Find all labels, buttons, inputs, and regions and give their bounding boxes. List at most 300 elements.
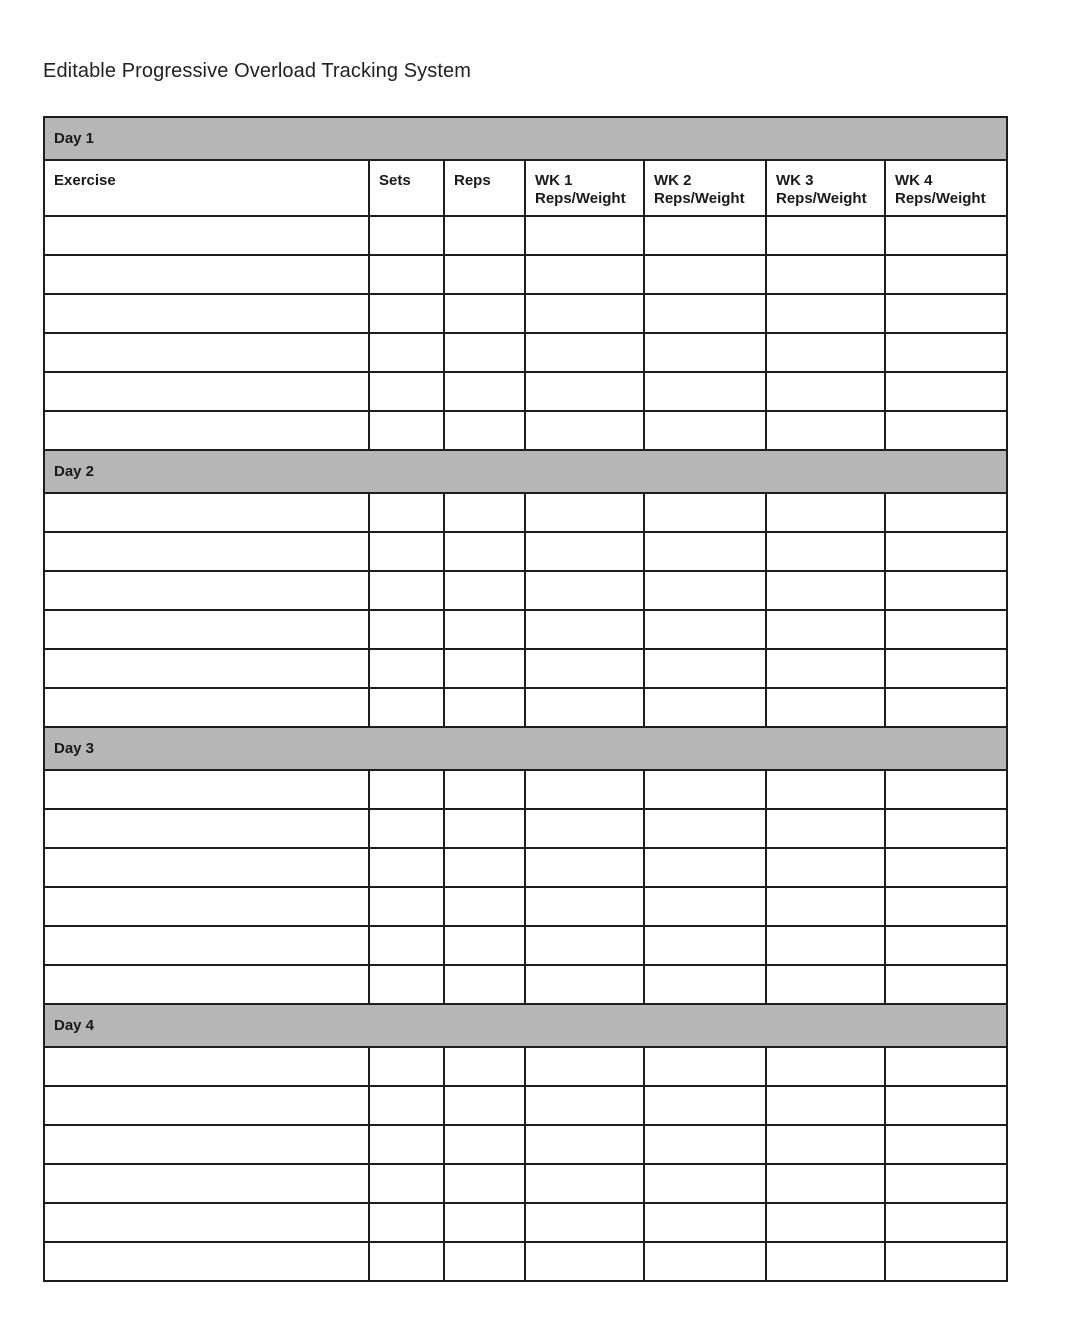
exercise-input[interactable] [45,927,368,964]
sets-input[interactable] [370,334,443,371]
wk3-input[interactable] [767,494,884,531]
table-row [44,571,1007,610]
wk4-input[interactable] [886,650,1006,687]
reps-input[interactable] [445,217,524,254]
sets-cell [369,1203,444,1242]
reps-cell [444,571,525,610]
exercise-input[interactable] [45,849,368,886]
wk1-input[interactable] [526,295,643,332]
wk2-cell [644,1125,766,1164]
wk1-cell [525,571,644,610]
sets-cell [369,532,444,571]
table-row [44,333,1007,372]
table-row [44,1047,1007,1086]
exercise-input[interactable] [45,494,368,531]
sets-cell [369,1086,444,1125]
wk3-cell [766,294,885,333]
table-row [44,532,1007,571]
sets-input[interactable] [370,810,443,847]
sets-input[interactable] [370,295,443,332]
sets-cell [369,887,444,926]
wk2-input[interactable] [645,1243,765,1280]
wk4-input[interactable] [886,689,1006,726]
wk3-input[interactable] [767,217,884,254]
reps-input[interactable] [445,771,524,808]
sets-input[interactable] [370,533,443,570]
wk3-input[interactable] [767,412,884,449]
column-header-reps [444,160,525,216]
exercise-cell [44,770,369,809]
wk3-cell [766,770,885,809]
wk2-input[interactable] [645,373,765,410]
wk3-input[interactable] [767,373,884,410]
exercise-cell [44,493,369,532]
wk2-input[interactable] [645,771,765,808]
wk2-input[interactable] [645,689,765,726]
exercise-cell [44,926,369,965]
wk2-cell [644,770,766,809]
exercise-input[interactable] [45,966,368,1003]
exercise-input[interactable] [45,373,368,410]
wk3-input[interactable] [767,256,884,293]
exercise-cell [44,333,369,372]
table-row [44,848,1007,887]
exercise-input[interactable] [45,689,368,726]
sets-input[interactable] [370,966,443,1003]
table-row [44,294,1007,333]
exercise-cell [44,848,369,887]
wk1-input[interactable] [526,611,643,648]
wk1-input[interactable] [526,572,643,609]
exercise-input[interactable] [45,1126,368,1163]
wk4-cell [885,965,1007,1004]
reps-input[interactable] [445,533,524,570]
wk4-input[interactable] [886,295,1006,332]
wk3-input[interactable] [767,689,884,726]
wk2-input[interactable] [645,1126,765,1163]
reps-input[interactable] [445,650,524,687]
wk3-input[interactable] [767,295,884,332]
column-header-wk2 [644,160,766,216]
sets-cell [369,688,444,727]
wk3-cell [766,216,885,255]
table-row [44,688,1007,727]
wk4-cell [885,1203,1007,1242]
wk3-cell [766,926,885,965]
day-header-row [44,1004,1007,1047]
column-header-line2: Reps/Weight [535,190,626,207]
wk2-input[interactable] [645,533,765,570]
exercise-cell [44,216,369,255]
reps-cell [444,1086,525,1125]
wk2-input[interactable] [645,412,765,449]
sets-input[interactable] [370,888,443,925]
wk3-cell [766,372,885,411]
wk2-cell [644,965,766,1004]
wk4-input[interactable] [886,1126,1006,1163]
wk4-input[interactable] [886,927,1006,964]
column-header-line2: Reps/Weight [895,190,986,207]
wk4-input[interactable] [886,217,1006,254]
wk2-cell [644,333,766,372]
wk1-cell [525,770,644,809]
sets-input[interactable] [370,412,443,449]
wk4-cell [885,372,1007,411]
reps-cell [444,688,525,727]
wk4-input[interactable] [886,533,1006,570]
wk2-input[interactable] [645,256,765,293]
wk4-input[interactable] [886,1243,1006,1280]
wk1-cell [525,411,644,450]
wk2-cell [644,1047,766,1086]
sets-input[interactable] [370,650,443,687]
reps-input[interactable] [445,572,524,609]
wk1-cell [525,216,644,255]
wk1-input[interactable] [526,888,643,925]
exercise-input[interactable] [45,611,368,648]
table-row [44,1125,1007,1164]
wk1-input[interactable] [526,217,643,254]
wk1-cell [525,610,644,649]
wk1-cell [525,294,644,333]
wk3-input[interactable] [767,771,884,808]
sets-input[interactable] [370,689,443,726]
sets-cell [369,294,444,333]
exercise-input[interactable] [45,533,368,570]
sets-cell [369,411,444,450]
wk2-input[interactable] [645,295,765,332]
column-header-line1: WK 1 [535,172,573,189]
wk4-input[interactable] [886,494,1006,531]
reps-cell [444,294,525,333]
reps-cell [444,1242,525,1281]
wk2-input[interactable] [645,1204,765,1241]
exercise-cell [44,887,369,926]
wk3-input[interactable] [767,849,884,886]
wk3-cell [766,887,885,926]
reps-input[interactable] [445,888,524,925]
document-title: Editable Progressive Overload Tracking System [43,60,472,82]
wk1-input[interactable] [526,810,643,847]
column-header-row [44,160,1007,216]
reps-input[interactable] [445,1087,524,1124]
exercise-input[interactable] [45,572,368,609]
exercise-input[interactable] [45,650,368,687]
wk2-input[interactable] [645,334,765,371]
wk1-input[interactable] [526,494,643,531]
exercise-input[interactable] [45,412,368,449]
wk1-input[interactable] [526,1165,643,1202]
wk3-input[interactable] [767,966,884,1003]
reps-cell [444,216,525,255]
exercise-cell [44,571,369,610]
exercise-input[interactable] [45,1048,368,1085]
wk1-input[interactable] [526,373,643,410]
wk3-cell [766,1125,885,1164]
sets-input[interactable] [370,373,443,410]
wk4-cell [885,926,1007,965]
exercise-cell [44,1086,369,1125]
reps-input[interactable] [445,966,524,1003]
table-row [44,411,1007,450]
wk2-input[interactable] [645,494,765,531]
sets-input[interactable] [370,1126,443,1163]
wk4-input[interactable] [886,1048,1006,1085]
table-row [44,1164,1007,1203]
wk1-input[interactable] [526,650,643,687]
wk3-input[interactable] [767,1243,884,1280]
column-header-wk4 [885,160,1007,216]
sets-input[interactable] [370,217,443,254]
sets-input[interactable] [370,849,443,886]
column-header-line1: WK 3 [776,172,814,189]
reps-input[interactable] [445,810,524,847]
sets-cell [369,649,444,688]
reps-cell [444,848,525,887]
wk3-cell [766,532,885,571]
sets-cell [369,255,444,294]
wk2-cell [644,649,766,688]
exercise-cell [44,1164,369,1203]
table-row [44,887,1007,926]
wk2-cell [644,216,766,255]
sets-input[interactable] [370,611,443,648]
reps-input[interactable] [445,849,524,886]
wk2-input[interactable] [645,888,765,925]
wk1-cell [525,333,644,372]
exercise-input[interactable] [45,1087,368,1124]
wk3-cell [766,688,885,727]
wk2-input[interactable] [645,572,765,609]
wk2-cell [644,926,766,965]
wk4-input[interactable] [886,810,1006,847]
wk4-cell [885,493,1007,532]
column-header-wk1 [525,160,644,216]
wk4-input[interactable] [886,572,1006,609]
wk2-cell [644,809,766,848]
sets-input[interactable] [370,927,443,964]
wk3-input[interactable] [767,927,884,964]
wk3-input[interactable] [767,650,884,687]
reps-input[interactable] [445,611,524,648]
wk1-input[interactable] [526,927,643,964]
wk3-cell [766,965,885,1004]
wk3-cell [766,1086,885,1125]
sets-input[interactable] [370,494,443,531]
wk3-input[interactable] [767,533,884,570]
sets-input[interactable] [370,771,443,808]
column-header-line1: Reps [454,172,491,189]
wk4-input[interactable] [886,1165,1006,1202]
wk4-input[interactable] [886,334,1006,371]
wk4-cell [885,770,1007,809]
wk4-cell [885,571,1007,610]
reps-cell [444,887,525,926]
wk4-input[interactable] [886,966,1006,1003]
reps-input[interactable] [445,1165,524,1202]
wk4-input[interactable] [886,771,1006,808]
exercise-cell [44,649,369,688]
wk2-cell [644,1203,766,1242]
wk3-input[interactable] [767,572,884,609]
wk4-input[interactable] [886,888,1006,925]
reps-input[interactable] [445,1243,524,1280]
exercise-input[interactable] [45,256,368,293]
wk2-input[interactable] [645,1087,765,1124]
wk2-input[interactable] [645,611,765,648]
sets-input[interactable] [370,1243,443,1280]
sets-input[interactable] [370,256,443,293]
exercise-input[interactable] [45,810,368,847]
wk4-cell [885,688,1007,727]
sets-cell [369,965,444,1004]
day-header-row [44,727,1007,770]
exercise-input[interactable] [45,771,368,808]
sets-input[interactable] [370,1087,443,1124]
column-header-wk3 [766,160,885,216]
wk1-input[interactable] [526,1243,643,1280]
wk1-input[interactable] [526,771,643,808]
wk2-input[interactable] [645,810,765,847]
reps-input[interactable] [445,373,524,410]
wk4-input[interactable] [886,373,1006,410]
wk3-input[interactable] [767,1165,884,1202]
wk3-input[interactable] [767,1204,884,1241]
wk1-cell [525,1203,644,1242]
wk1-input[interactable] [526,533,643,570]
exercise-input[interactable] [45,295,368,332]
wk1-cell [525,493,644,532]
reps-input[interactable] [445,412,524,449]
exercise-cell [44,1047,369,1086]
wk3-input[interactable] [767,1126,884,1163]
wk3-cell [766,255,885,294]
wk1-cell [525,1086,644,1125]
sets-cell [369,610,444,649]
wk4-cell [885,411,1007,450]
reps-cell [444,1125,525,1164]
reps-input[interactable] [445,1126,524,1163]
wk2-cell [644,571,766,610]
reps-input[interactable] [445,927,524,964]
exercise-cell [44,688,369,727]
wk4-cell [885,848,1007,887]
reps-input[interactable] [445,1048,524,1085]
tracking-table [43,116,1008,1282]
sets-input[interactable] [370,572,443,609]
wk2-input[interactable] [645,650,765,687]
wk3-input[interactable] [767,888,884,925]
exercise-input[interactable] [45,888,368,925]
wk1-cell [525,1125,644,1164]
wk1-cell [525,965,644,1004]
reps-input[interactable] [445,689,524,726]
sets-cell [369,1164,444,1203]
wk3-input[interactable] [767,334,884,371]
wk2-cell [644,255,766,294]
exercise-cell [44,255,369,294]
sets-input[interactable] [370,1204,443,1241]
day-label: Day 1 [44,117,1007,160]
wk1-cell [525,926,644,965]
exercise-input[interactable] [45,1243,368,1280]
wk4-cell [885,532,1007,571]
sets-cell [369,493,444,532]
reps-cell [444,965,525,1004]
wk4-input[interactable] [886,849,1006,886]
wk4-cell [885,1047,1007,1086]
wk1-input[interactable] [526,1126,643,1163]
reps-input[interactable] [445,256,524,293]
wk2-input[interactable] [645,927,765,964]
wk3-input[interactable] [767,810,884,847]
wk4-cell [885,216,1007,255]
exercise-input[interactable] [45,334,368,371]
wk1-cell [525,372,644,411]
wk1-input[interactable] [526,1087,643,1124]
wk2-input[interactable] [645,966,765,1003]
wk1-input[interactable] [526,849,643,886]
wk2-input[interactable] [645,217,765,254]
reps-cell [444,1047,525,1086]
table-row [44,1086,1007,1125]
wk3-cell [766,809,885,848]
sets-input[interactable] [370,1048,443,1085]
wk3-input[interactable] [767,611,884,648]
wk4-input[interactable] [886,611,1006,648]
wk2-cell [644,1242,766,1281]
wk2-input[interactable] [645,849,765,886]
wk1-input[interactable] [526,1048,643,1085]
table-row [44,770,1007,809]
wk1-input[interactable] [526,334,643,371]
wk1-cell [525,1242,644,1281]
wk4-cell [885,649,1007,688]
wk3-input[interactable] [767,1048,884,1085]
wk1-input[interactable] [526,412,643,449]
wk2-cell [644,532,766,571]
reps-input[interactable] [445,334,524,371]
wk4-input[interactable] [886,412,1006,449]
column-header-exercise [44,160,369,216]
wk2-input[interactable] [645,1048,765,1085]
wk2-input[interactable] [645,1165,765,1202]
exercise-input[interactable] [45,1165,368,1202]
wk4-input[interactable] [886,256,1006,293]
column-header-line1: Sets [379,172,411,189]
wk4-input[interactable] [886,1087,1006,1124]
wk3-input[interactable] [767,1087,884,1124]
exercise-input[interactable] [45,1204,368,1241]
wk1-input[interactable] [526,256,643,293]
exercise-cell [44,809,369,848]
wk1-input[interactable] [526,1204,643,1241]
reps-input[interactable] [445,494,524,531]
wk1-input[interactable] [526,689,643,726]
wk2-cell [644,848,766,887]
exercise-cell [44,965,369,1004]
reps-input[interactable] [445,295,524,332]
column-header-line1: WK 2 [654,172,692,189]
exercise-input[interactable] [45,217,368,254]
sets-input[interactable] [370,1165,443,1202]
table-row [44,493,1007,532]
reps-input[interactable] [445,1204,524,1241]
wk2-cell [644,411,766,450]
wk4-input[interactable] [886,1204,1006,1241]
wk2-cell [644,610,766,649]
wk1-input[interactable] [526,966,643,1003]
